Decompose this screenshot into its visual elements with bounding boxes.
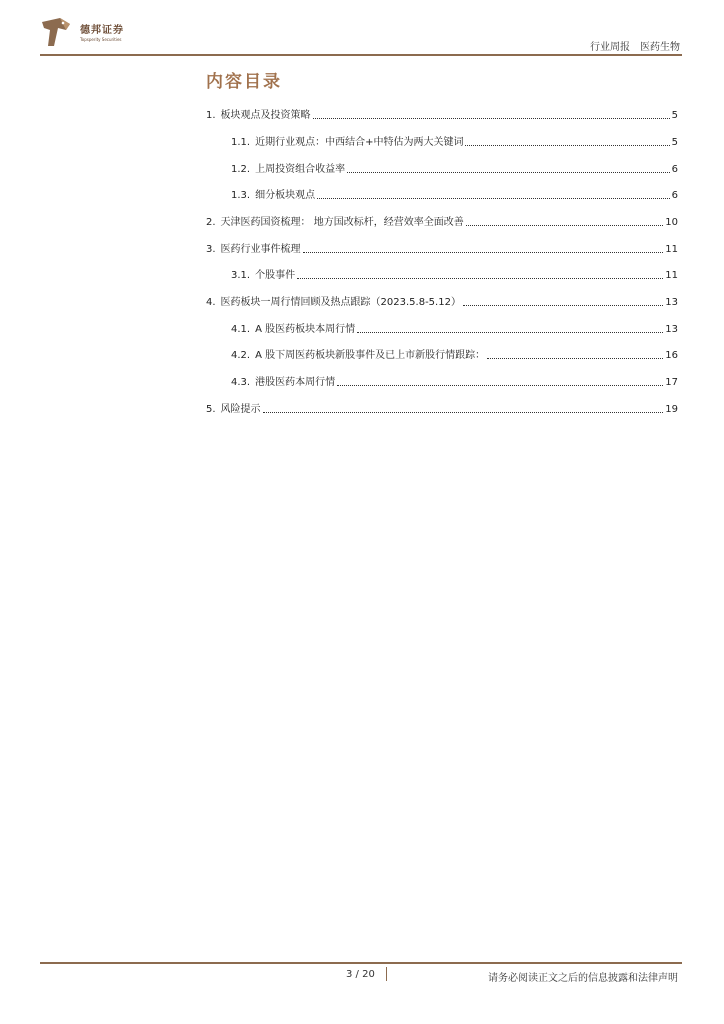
toc-entry-page: 17 [665,377,678,388]
toc-entry-number: 1.3. [231,190,251,201]
toc-entry-label: A 股医药板块本周行情 [255,324,356,335]
toc-entry-4-2[interactable] [231,348,678,362]
toc-leader-dots [303,251,664,253]
report-sector: 医药生物 [640,42,680,53]
toc-entry-4-3[interactable] [231,375,678,389]
toc-entry-page: 6 [671,164,678,175]
footer-divider [40,962,682,964]
toc-entry-number: 1.1. [231,137,251,148]
toc-entry-page: 6 [671,190,678,201]
toc-entry-page: 11 [665,270,678,281]
toc-entry-2[interactable] [206,215,678,229]
toc-entry-1-2[interactable] [231,162,678,176]
toc-leader-dots [317,197,670,199]
toc-entry-4[interactable] [206,295,678,309]
toc-entry-number: 5. [206,404,216,415]
toc-leader-dots [297,277,663,279]
toc-leader-dots [465,144,669,146]
toc-leader-dots [347,171,670,173]
toc-entry-number: 4.3. [231,377,251,388]
toc-entry-label: A 股下周医药板块新股事件及已上市新股行情跟踪： [255,350,486,361]
toc-entry-1-1[interactable] [231,135,678,149]
report-category [590,38,680,53]
company-logo [40,14,140,48]
toc-entry-label: 港股医药本周行情 [255,377,336,388]
toc-entry-number: 2. [206,217,216,228]
toc-entry-label: 风险提示 [220,404,261,415]
toc-leader-dots [487,357,663,359]
header-divider [40,54,682,56]
toc-entry-number: 4.1. [231,324,251,335]
toc-entry-number: 4. [206,297,216,308]
toc-entry-5[interactable] [206,402,678,416]
toc-leader-dots [463,304,663,306]
toc-entry-label: 个股事件 [255,270,296,281]
toc-entry-label: 上周投资组合收益率 [255,164,346,175]
toc-entry-label: 天津医药国资梳理： 地方国改标杆，经营效率全面改善 [220,217,464,228]
footer-separator [386,967,387,981]
toc-leader-dots [466,224,664,226]
toc-entry-3[interactable] [206,242,678,256]
toc-entry-number: 4.2. [231,350,251,361]
toc-entry-page: 5 [671,110,678,121]
toc-entry-page: 16 [665,350,678,361]
toc-entry-3-1[interactable] [231,268,678,282]
toc-entry-number: 3.1. [231,270,251,281]
toc-entry-page: 10 [665,217,678,228]
toc-entry-label: 医药行业事件梳理 [220,244,301,255]
logo-mark-icon [40,16,74,48]
toc-entry-page: 13 [665,324,678,335]
toc-entry-page: 19 [665,404,678,415]
toc-entry-1-3[interactable] [231,188,678,202]
report-type: 行业周报 [590,42,630,53]
toc-title: 内容目录 [206,72,282,92]
disclaimer-note: 请务必阅读正文之后的信息披露和法律声明 [488,973,678,984]
page-indicator: 3 / 20 [346,969,375,980]
toc-entry-number: 1.2. [231,164,251,175]
toc-entry-page: 5 [671,137,678,148]
toc-entry-4-1[interactable] [231,322,678,336]
toc-entry-label: 医药板块一周行情回顾及热点跟踪（2023.5.8-5.12） [220,297,461,308]
toc-leader-dots [313,117,670,119]
toc-entry-number: 3. [206,244,216,255]
toc-entry-page: 13 [665,297,678,308]
toc-entry-page: 11 [665,244,678,255]
toc-entry-label: 细分板块观点 [255,190,316,201]
logo-text-cn: 德邦证券 [80,25,124,36]
logo-text-en: Topsperity Securities [80,37,122,42]
toc-entry-number: 1. [206,110,216,121]
toc-entry-1[interactable] [206,108,678,122]
toc-entry-label: 近期行业观点：中西结合+中特估为两大关键词 [255,137,464,148]
toc-leader-dots [357,331,663,333]
toc-leader-dots [337,384,663,386]
toc-leader-dots [263,411,664,413]
toc-entry-label: 板块观点及投资策略 [220,110,311,121]
